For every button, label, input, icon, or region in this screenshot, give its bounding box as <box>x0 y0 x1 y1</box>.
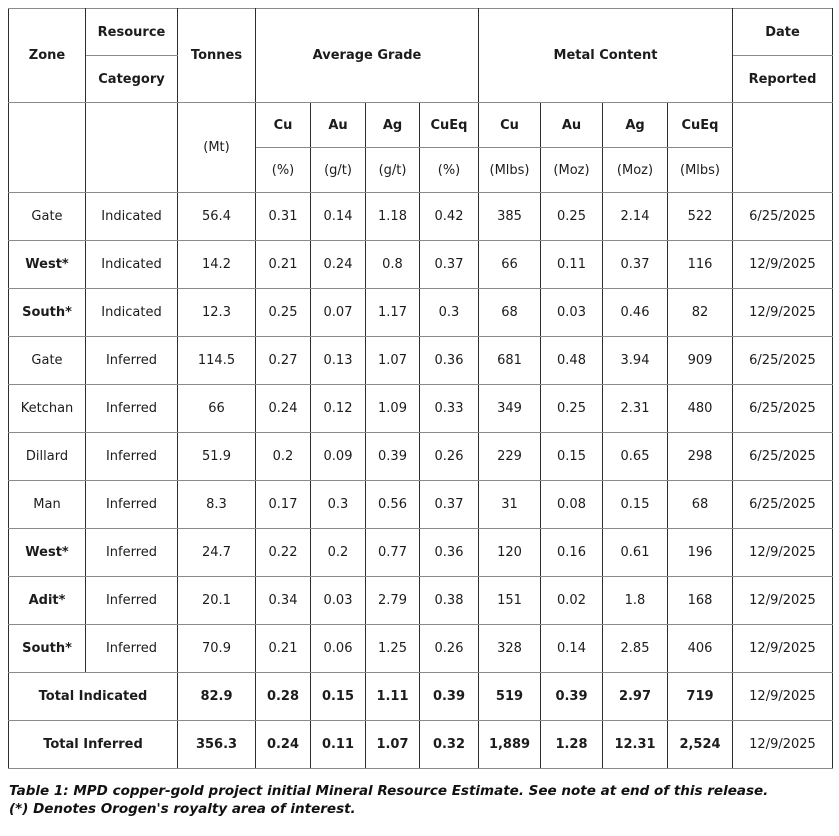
metal-cu-cell: 328 <box>479 625 541 673</box>
metal-ag-cell: 2.14 <box>603 193 668 241</box>
header-metal-au-unit: (Moz) <box>541 148 603 193</box>
grade-cueq-cell: 0.36 <box>420 337 479 385</box>
zone-cell: Ketchan <box>9 385 86 433</box>
metal-au-cell: 0.02 <box>541 577 603 625</box>
metal-au-cell: 0.14 <box>541 625 603 673</box>
total-row <box>9 673 833 721</box>
grade-au-cell: 0.13 <box>311 337 366 385</box>
grade-ag-cell: 0.39 <box>366 433 420 481</box>
header-category: Category <box>86 56 178 103</box>
grade-ag-cell: 0.8 <box>366 241 420 289</box>
grade-ag-cell: 1.11 <box>366 673 420 721</box>
header-tonnes-unit: (Mt) <box>178 103 256 193</box>
grade-au-cell: 0.12 <box>311 385 366 433</box>
category-cell: Inferred <box>86 337 178 385</box>
header-grade-cueq: CuEq <box>420 103 479 148</box>
category-cell: Inferred <box>86 481 178 529</box>
header-metal-cu-unit: (Mlbs) <box>479 148 541 193</box>
grade-au-cell: 0.07 <box>311 289 366 337</box>
metal-cu-cell: 681 <box>479 337 541 385</box>
metal-cueq-cell: 480 <box>668 385 733 433</box>
tonnes-cell: 8.3 <box>178 481 256 529</box>
grade-cu-cell: 0.34 <box>256 577 311 625</box>
metal-au-cell: 0.03 <box>541 289 603 337</box>
header-zone: Zone <box>9 9 86 103</box>
grade-cu-cell: 0.25 <box>256 289 311 337</box>
table-row <box>9 481 833 529</box>
grade-au-cell: 0.15 <box>311 673 366 721</box>
grade-cueq-cell: 0.3 <box>420 289 479 337</box>
metal-au-cell: 0.08 <box>541 481 603 529</box>
grade-cu-cell: 0.24 <box>256 385 311 433</box>
metal-cueq-cell: 116 <box>668 241 733 289</box>
header-grade-cueq-unit: (%) <box>420 148 479 193</box>
zone-cell: Man <box>9 481 86 529</box>
total-row <box>9 721 833 769</box>
metal-ag-cell: 2.85 <box>603 625 668 673</box>
header-grade-cu: Cu <box>256 103 311 148</box>
date-cell: 6/25/2025 <box>733 385 833 433</box>
metal-au-cell: 0.16 <box>541 529 603 577</box>
grade-cu-cell: 0.21 <box>256 625 311 673</box>
metal-au-cell: 0.25 <box>541 385 603 433</box>
header-metal-ag: Ag <box>603 103 668 148</box>
tonnes-cell: 114.5 <box>178 337 256 385</box>
header-grade-au: Au <box>311 103 366 148</box>
table-row <box>9 385 833 433</box>
metal-cueq-cell: 522 <box>668 193 733 241</box>
tonnes-cell: 51.9 <box>178 433 256 481</box>
zone-cell: West* <box>9 241 86 289</box>
metal-cueq-cell: 298 <box>668 433 733 481</box>
grade-cueq-cell: 0.42 <box>420 193 479 241</box>
metal-au-cell: 0.15 <box>541 433 603 481</box>
category-cell: Inferred <box>86 385 178 433</box>
header-metal-au: Au <box>541 103 603 148</box>
grade-au-cell: 0.24 <box>311 241 366 289</box>
metal-ag-cell: 0.65 <box>603 433 668 481</box>
header-date-spacer <box>733 103 833 193</box>
zone-cell: West* <box>9 529 86 577</box>
metal-au-cell: 1.28 <box>541 721 603 769</box>
grade-cu-cell: 0.27 <box>256 337 311 385</box>
metal-au-cell: 0.48 <box>541 337 603 385</box>
date-cell: 6/25/2025 <box>733 433 833 481</box>
header-grade-ag-unit: (g/t) <box>366 148 420 193</box>
grade-cu-cell: 0.31 <box>256 193 311 241</box>
grade-ag-cell: 1.18 <box>366 193 420 241</box>
metal-ag-cell: 0.61 <box>603 529 668 577</box>
date-cell: 12/9/2025 <box>733 625 833 673</box>
metal-ag-cell: 1.8 <box>603 577 668 625</box>
date-cell: 12/9/2025 <box>733 241 833 289</box>
header-grade-cu-unit: (%) <box>256 148 311 193</box>
date-cell: 6/25/2025 <box>733 193 833 241</box>
date-cell: 6/25/2025 <box>733 337 833 385</box>
header-zone-spacer <box>9 103 86 193</box>
metal-cu-cell: 1,889 <box>479 721 541 769</box>
header-tonnes: Tonnes <box>178 9 256 103</box>
tonnes-cell: 20.1 <box>178 577 256 625</box>
category-cell: Inferred <box>86 529 178 577</box>
metal-cu-cell: 66 <box>479 241 541 289</box>
table-row <box>9 193 833 241</box>
metal-cueq-cell: 168 <box>668 577 733 625</box>
table-row <box>9 433 833 481</box>
grade-cueq-cell: 0.37 <box>420 241 479 289</box>
grade-au-cell: 0.09 <box>311 433 366 481</box>
date-cell: 12/9/2025 <box>733 289 833 337</box>
category-cell: Inferred <box>86 433 178 481</box>
grade-cu-cell: 0.24 <box>256 721 311 769</box>
metal-cu-cell: 385 <box>479 193 541 241</box>
table-caption <box>9 782 839 818</box>
grade-cueq-cell: 0.36 <box>420 529 479 577</box>
zone-cell: Adit* <box>9 577 86 625</box>
date-cell: 12/9/2025 <box>733 721 833 769</box>
zone-cell: Gate <box>9 193 86 241</box>
grade-au-cell: 0.14 <box>311 193 366 241</box>
header-metal-content: Metal Content <box>479 9 733 103</box>
zone-cell: South* <box>9 289 86 337</box>
metal-cueq-cell: 909 <box>668 337 733 385</box>
tonnes-cell: 12.3 <box>178 289 256 337</box>
grade-cueq-cell: 0.26 <box>420 433 479 481</box>
grade-ag-cell: 0.77 <box>366 529 420 577</box>
metal-cu-cell: 349 <box>479 385 541 433</box>
metal-cu-cell: 229 <box>479 433 541 481</box>
metal-ag-cell: 3.94 <box>603 337 668 385</box>
metal-cu-cell: 31 <box>479 481 541 529</box>
grade-cueq-cell: 0.26 <box>420 625 479 673</box>
metal-cueq-cell: 196 <box>668 529 733 577</box>
table-row <box>9 289 833 337</box>
metal-au-cell: 0.11 <box>541 241 603 289</box>
category-cell: Indicated <box>86 241 178 289</box>
grade-cueq-cell: 0.38 <box>420 577 479 625</box>
caption-line: (*) Denotes Orogen's royalty area of interest. <box>9 801 356 818</box>
category-cell: Indicated <box>86 289 178 337</box>
table-row <box>9 529 833 577</box>
grade-cu-cell: 0.21 <box>256 241 311 289</box>
metal-cueq-cell: 719 <box>668 673 733 721</box>
metal-ag-cell: 0.15 <box>603 481 668 529</box>
header-metal-cueq-unit: (Mlbs) <box>668 148 733 193</box>
grade-cu-cell: 0.17 <box>256 481 311 529</box>
metal-ag-cell: 0.37 <box>603 241 668 289</box>
grade-cueq-cell: 0.32 <box>420 721 479 769</box>
tonnes-cell: 66 <box>178 385 256 433</box>
metal-cu-cell: 151 <box>479 577 541 625</box>
metal-cueq-cell: 406 <box>668 625 733 673</box>
tonnes-cell: 70.9 <box>178 625 256 673</box>
grade-ag-cell: 1.07 <box>366 721 420 769</box>
tonnes-cell: 82.9 <box>178 673 256 721</box>
tonnes-cell: 356.3 <box>178 721 256 769</box>
metal-ag-cell: 2.97 <box>603 673 668 721</box>
grade-cueq-cell: 0.37 <box>420 481 479 529</box>
header-metal-cueq: CuEq <box>668 103 733 148</box>
total-label-cell: Total Indicated <box>9 673 178 721</box>
grade-cu-cell: 0.2 <box>256 433 311 481</box>
caption-line: Table 1: MPD copper-gold project initial Mineral Resource Estimate. See note at end of this release. <box>9 783 769 799</box>
header-average-grade: Average Grade <box>256 9 479 103</box>
metal-cueq-cell: 2,524 <box>668 721 733 769</box>
grade-ag-cell: 0.56 <box>366 481 420 529</box>
date-cell: 12/9/2025 <box>733 577 833 625</box>
header-category-spacer <box>86 103 178 193</box>
zone-cell: Dillard <box>9 433 86 481</box>
tonnes-cell: 24.7 <box>178 529 256 577</box>
metal-ag-cell: 2.31 <box>603 385 668 433</box>
grade-au-cell: 0.2 <box>311 529 366 577</box>
header-metal-ag-unit: (Moz) <box>603 148 668 193</box>
header-grade-au-unit: (g/t) <box>311 148 366 193</box>
grade-ag-cell: 2.79 <box>366 577 420 625</box>
metal-cu-cell: 519 <box>479 673 541 721</box>
grade-cueq-cell: 0.39 <box>420 673 479 721</box>
grade-au-cell: 0.06 <box>311 625 366 673</box>
grade-au-cell: 0.03 <box>311 577 366 625</box>
date-cell: 6/25/2025 <box>733 481 833 529</box>
date-cell: 12/9/2025 <box>733 673 833 721</box>
header-date: Date <box>733 9 833 56</box>
grade-cu-cell: 0.28 <box>256 673 311 721</box>
grade-ag-cell: 1.07 <box>366 337 420 385</box>
zone-cell: South* <box>9 625 86 673</box>
category-cell: Indicated <box>86 193 178 241</box>
grade-au-cell: 0.11 <box>311 721 366 769</box>
metal-cueq-cell: 68 <box>668 481 733 529</box>
grade-ag-cell: 1.25 <box>366 625 420 673</box>
zone-cell: Gate <box>9 337 86 385</box>
metal-cu-cell: 68 <box>479 289 541 337</box>
metal-ag-cell: 0.46 <box>603 289 668 337</box>
mineral-resource-table <box>8 8 833 769</box>
metal-ag-cell: 12.31 <box>603 721 668 769</box>
metal-cu-cell: 120 <box>479 529 541 577</box>
category-cell: Inferred <box>86 577 178 625</box>
table-row <box>9 337 833 385</box>
metal-au-cell: 0.39 <box>541 673 603 721</box>
grade-ag-cell: 1.17 <box>366 289 420 337</box>
grade-au-cell: 0.3 <box>311 481 366 529</box>
grade-ag-cell: 1.09 <box>366 385 420 433</box>
grade-cueq-cell: 0.33 <box>420 385 479 433</box>
header-resource: Resource <box>86 9 178 56</box>
grade-cu-cell: 0.22 <box>256 529 311 577</box>
header-reported: Reported <box>733 56 833 103</box>
date-cell: 12/9/2025 <box>733 529 833 577</box>
total-label-cell: Total Inferred <box>9 721 178 769</box>
header-metal-cu: Cu <box>479 103 541 148</box>
table-row <box>9 577 833 625</box>
header-grade-ag: Ag <box>366 103 420 148</box>
category-cell: Inferred <box>86 625 178 673</box>
metal-cueq-cell: 82 <box>668 289 733 337</box>
table-row <box>9 625 833 673</box>
table-row <box>9 241 833 289</box>
tonnes-cell: 14.2 <box>178 241 256 289</box>
metal-au-cell: 0.25 <box>541 193 603 241</box>
tonnes-cell: 56.4 <box>178 193 256 241</box>
